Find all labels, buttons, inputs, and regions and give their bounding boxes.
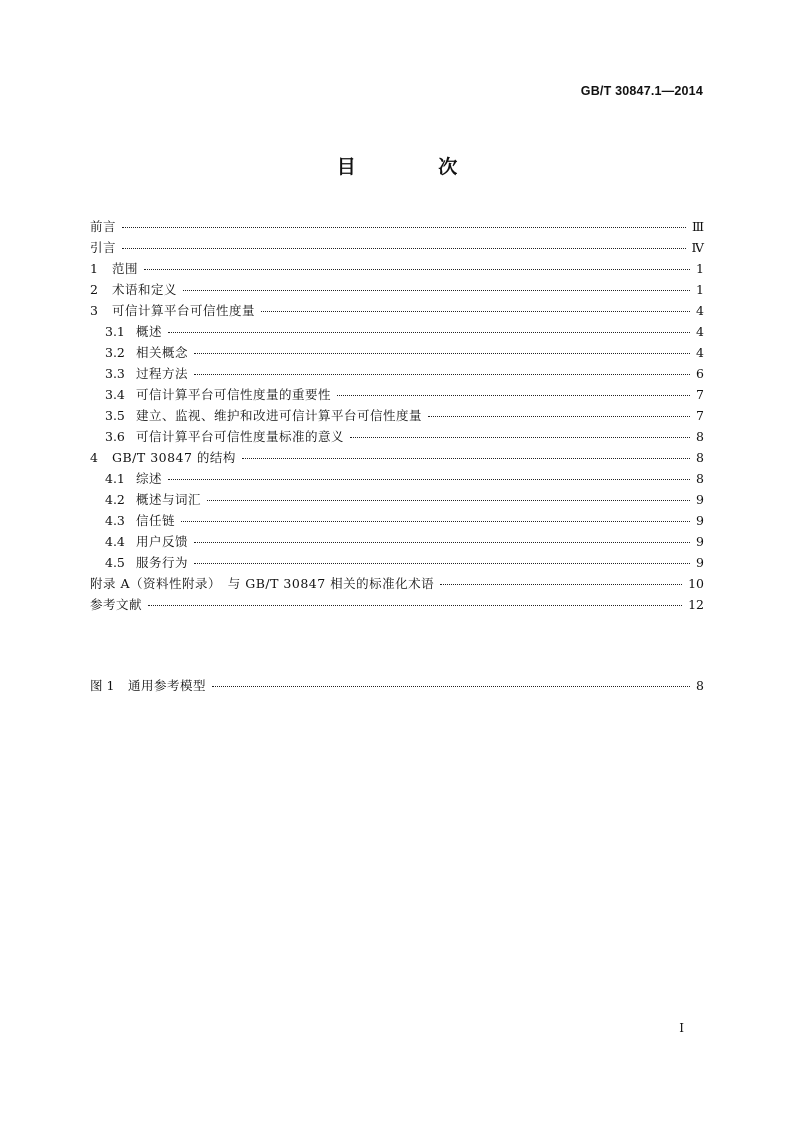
toc-entry-page: Ⅲ <box>691 219 704 234</box>
figure-entry-label: 通用参考模型 <box>128 678 207 693</box>
toc-entry-label: 相关概念 <box>136 345 189 360</box>
dot-leader <box>168 479 690 480</box>
toc-entry-label: 可信计算平台可信性度量 <box>112 303 256 318</box>
toc-entry-page: 1 <box>696 282 704 297</box>
toc-entry-number: 3.4 <box>105 387 125 402</box>
dot-leader <box>194 563 690 564</box>
dot-leader <box>183 290 690 291</box>
toc-entry-number: 4.1 <box>105 471 125 486</box>
toc-entry[interactable] <box>90 553 704 574</box>
toc-entry-number: 1 <box>90 261 98 276</box>
toc-entry-page: 8 <box>696 450 704 465</box>
toc-entry-label: 引言 <box>90 240 117 255</box>
toc-entry-label: 可信计算平台可信性度量的重要性 <box>136 387 332 402</box>
toc-entry-label: 概述与词汇 <box>136 492 202 507</box>
toc-entry-number: 4.5 <box>105 555 125 570</box>
toc-entry-label: 附录 A（资料性附录） 与 GB/T 30847 相关的标准化术语 <box>90 576 435 591</box>
toc-entry-page: 1 <box>696 261 704 276</box>
page-title: 目 次 <box>336 156 496 178</box>
toc-entry-label: 范围 <box>112 261 139 276</box>
dot-leader <box>122 227 686 228</box>
toc-entry[interactable] <box>90 406 704 427</box>
dot-leader <box>337 395 690 396</box>
toc-entry-number: 3.6 <box>105 429 125 444</box>
toc-entry[interactable] <box>90 343 704 364</box>
figure-entry-number: 图 1 <box>90 678 115 693</box>
figure-list <box>90 676 704 697</box>
page-number: Ⅰ <box>679 1021 684 1035</box>
toc-entry-page: 4 <box>696 345 704 360</box>
toc-entry-label: 用户反馈 <box>136 534 189 549</box>
toc-entry-number: 2 <box>90 282 98 297</box>
toc-entry-number: 4.3 <box>105 513 125 528</box>
dot-leader <box>261 311 690 312</box>
dot-leader <box>207 500 690 501</box>
toc-entry-label: 前言 <box>90 219 117 234</box>
toc-entry-label: 建立、监视、维护和改进可信计算平台可信性度量 <box>136 408 423 423</box>
toc-entry-page: 9 <box>696 513 704 528</box>
toc-entry[interactable] <box>90 511 704 532</box>
toc-entry[interactable] <box>90 322 704 343</box>
toc-entry-label: 术语和定义 <box>112 282 178 297</box>
toc-entry-page: 9 <box>696 534 704 549</box>
toc-entry[interactable] <box>90 448 704 469</box>
toc-entry-label: 综述 <box>136 471 163 486</box>
dot-leader <box>122 248 685 249</box>
toc-entry[interactable] <box>90 595 704 616</box>
toc-entry-page: 9 <box>696 555 704 570</box>
toc-entry-label: 信任链 <box>136 513 176 528</box>
dot-leader <box>144 269 690 270</box>
toc-entry-label: 可信计算平台可信性度量标准的意义 <box>136 429 345 444</box>
toc-entry-label: 参考文献 <box>90 597 143 612</box>
toc-entry[interactable] <box>90 364 704 385</box>
dot-leader <box>194 353 690 354</box>
toc-entry-number: 4.4 <box>105 534 125 549</box>
toc-entry-number: 3.2 <box>105 345 125 360</box>
toc-entry-label: 过程方法 <box>136 366 189 381</box>
toc-entry[interactable] <box>90 280 704 301</box>
toc-entry-page: Ⅳ <box>691 240 704 255</box>
toc-entry[interactable] <box>90 385 704 406</box>
toc-entry-page: 7 <box>696 408 704 423</box>
toc-entry-number: 3.5 <box>105 408 125 423</box>
dot-leader <box>194 374 690 375</box>
toc-entry-page: 8 <box>696 471 704 486</box>
toc-entry[interactable] <box>90 532 704 553</box>
dot-leader <box>212 686 690 687</box>
toc-entry-page: 4 <box>696 303 704 318</box>
standard-code: GB/T 30847.1—2014 <box>580 84 703 98</box>
dot-leader <box>194 542 690 543</box>
toc-entry[interactable] <box>90 217 704 238</box>
toc-entry-page: 8 <box>696 429 704 444</box>
dot-leader <box>350 437 690 438</box>
toc-entry-page: 6 <box>696 366 704 381</box>
dot-leader <box>440 584 682 585</box>
toc-entry-label: 服务行为 <box>136 555 189 570</box>
dot-leader <box>148 605 682 606</box>
toc-entry-label: GB/T 30847 的结构 <box>112 450 236 465</box>
toc-entry[interactable] <box>90 238 704 259</box>
toc-entry[interactable] <box>90 301 704 322</box>
table-of-contents <box>90 217 704 616</box>
toc-entry[interactable] <box>90 574 704 595</box>
toc-entry-page: 4 <box>696 324 704 339</box>
toc-entry-number: 4 <box>90 450 98 465</box>
toc-entry[interactable] <box>90 427 704 448</box>
toc-entry-page: 12 <box>688 597 704 612</box>
toc-entry[interactable] <box>90 469 704 490</box>
toc-entry-number: 4.2 <box>105 492 125 507</box>
dot-leader <box>168 332 690 333</box>
toc-entry-label: 概述 <box>136 324 163 339</box>
toc-entry-number: 3 <box>90 303 98 318</box>
toc-entry-page: 7 <box>696 387 704 402</box>
toc-entry-page: 9 <box>696 492 704 507</box>
toc-entry[interactable] <box>90 490 704 511</box>
toc-entry-number: 3.3 <box>105 366 125 381</box>
dot-leader <box>181 521 690 522</box>
toc-entry[interactable] <box>90 259 704 280</box>
figure-entry[interactable] <box>90 676 704 697</box>
toc-entry-page: 10 <box>688 576 704 591</box>
figure-entry-page: 8 <box>696 678 704 693</box>
dot-leader <box>242 458 690 459</box>
toc-entry-number: 3.1 <box>105 324 125 339</box>
dot-leader <box>428 416 690 417</box>
